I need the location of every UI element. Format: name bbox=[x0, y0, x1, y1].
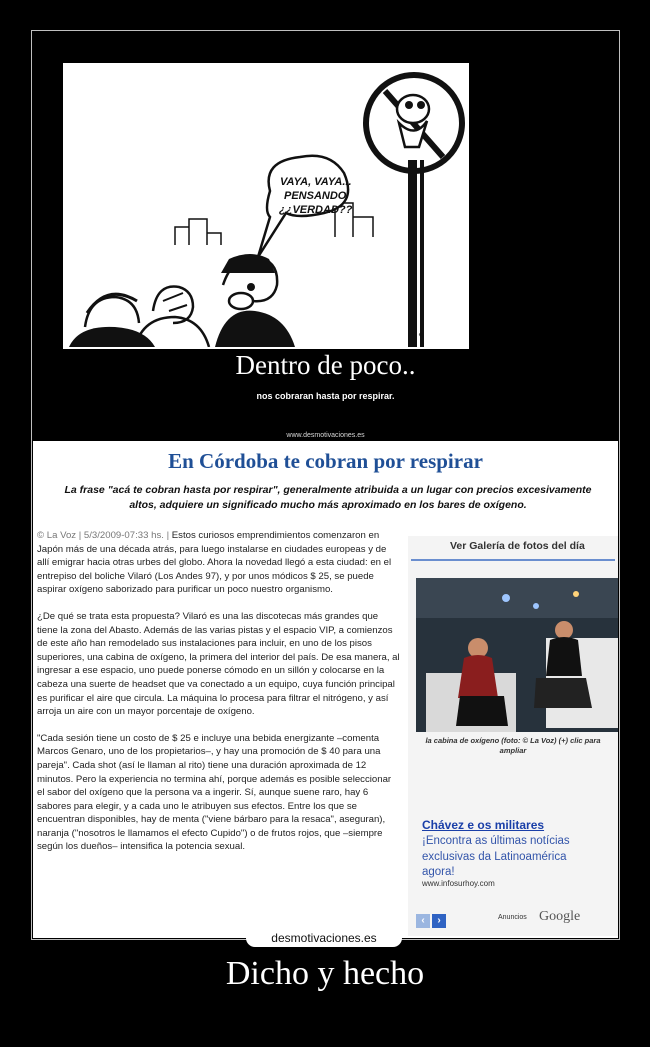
paragraph-1-text: Estos curiosos emprendimientos comenzaron en Japón más de una década atrás, para luego instalarse en ciudades europeas y de allí emigrar hacia otras urbes del globo. Ahora la novedad llegó a esta ciudad: en el entrepiso del boliche Vilaró (Los Andes 97), y por unos módicos $ 25, se puede aspirar oxígeno saborizado para purificar un poco nuestro organismo. bbox=[37, 530, 392, 596]
chevron-left-icon[interactable]: ‹ bbox=[416, 914, 430, 928]
gallery-link[interactable]: Ver Galería de fotos del día bbox=[450, 540, 585, 552]
news-article bbox=[33, 441, 618, 938]
article-meta: © La Voz | 5/3/2009-07:33 hs. | bbox=[37, 530, 170, 541]
cartoon-image bbox=[63, 63, 469, 349]
demotivational-poster bbox=[33, 32, 618, 444]
gallery-divider bbox=[411, 559, 615, 561]
watermark-badge: desmotivaciones.es bbox=[246, 929, 402, 947]
article-headline: En Córdoba te cobran por respirar bbox=[168, 449, 483, 473]
ad-url[interactable]: www.infosurhoy.com bbox=[422, 879, 495, 888]
chevron-right-icon[interactable]: › bbox=[432, 914, 446, 928]
speech-line-2: PENSANDO bbox=[284, 190, 347, 202]
speech-line-3: ¿¿VERDAD?? bbox=[279, 204, 353, 216]
oxygen-cabin-photo[interactable] bbox=[416, 578, 618, 732]
article-lede: La frase "acá te cobran hasta por respirar", generalmente atribuida a un lugar con precios excesivamente altos, adquiere un significado mucho más aproximado en los bares de oxígeno. bbox=[64, 484, 592, 511]
photo-caption: la cabina de oxígeno (foto: © La Voz) (+) clic para ampliar bbox=[425, 736, 601, 755]
poster-title: Dentro de poco.. bbox=[235, 350, 416, 380]
poster-subtitle: nos cobraran hasta por respirar. bbox=[256, 391, 395, 401]
svg-text:✎: ✎ bbox=[417, 331, 425, 341]
article-body bbox=[37, 529, 401, 867]
article-paragraph-2: ¿De qué se trata esta propuesta? Vilaró es una las discotecas más grandes que tiene la zona del Abasto. Además de las varias pistas y el espacio VIP, a comienzos de este año han remodelado sus instalaciones para incluir, en uno de los pisos superiores, una cabina de oxígeno, la primera del interior del país. De esa manera, al ingresar a ese espacio, uno puede ponerse cómodo en un sillón y colocarse en la cabeza una suerte de headset que va conectado a un equipo, cuya función principal es purificar el aire que circula. La máquina lo procesa para filtrar el nitrógeno, y así arroja un aire con un mayor porcentaje de oxígeno. bbox=[37, 610, 400, 718]
article-paragraph-1 bbox=[37, 529, 401, 597]
google-logo[interactable]: Google bbox=[539, 909, 581, 924]
speech-line-1: VAYA, VAYA... bbox=[280, 176, 352, 188]
ads-by-label: Anuncios bbox=[498, 914, 527, 921]
article-sidebar bbox=[408, 536, 618, 936]
article-paragraph-3: "Cada sesión tiene un costo de $ 25 e incluye una bebida energizante –comenta Marcos Genaro, uno de los propietarios–, y hay una promoción de $ 40 para una pareja". Cada shot (así le llaman al rito) tiene una duración aproximada de 12 minutos. Pero la experiencia no termina ahí, porque además es posible seleccionar el sabor del oxígeno que la persona va a ingerir. Sí, aunque suene raro, hay 6 sabores para elegir, y a cada uno le atribuyen sus efectos. Entre los que se encuentran disponibles, hay de menta ("viene bárbaro para la resaca", aseguran), naranja ("nosotros le llamamos el efecto Cupido") o de frutos rojos, que –siempre según los dueños– intensifica la potencia sexual. bbox=[37, 732, 392, 853]
caption-text: Dicho y hecho bbox=[225, 955, 425, 992]
poster-url: www.desmotivaciones.es bbox=[286, 432, 365, 439]
poster-frame bbox=[31, 30, 620, 940]
ad-text[interactable]: ¡Encontra as últimas notícias exclusivas da Latinoamérica agora! bbox=[422, 835, 570, 878]
ad-title-link[interactable]: Chávez e os militares bbox=[422, 818, 545, 832]
